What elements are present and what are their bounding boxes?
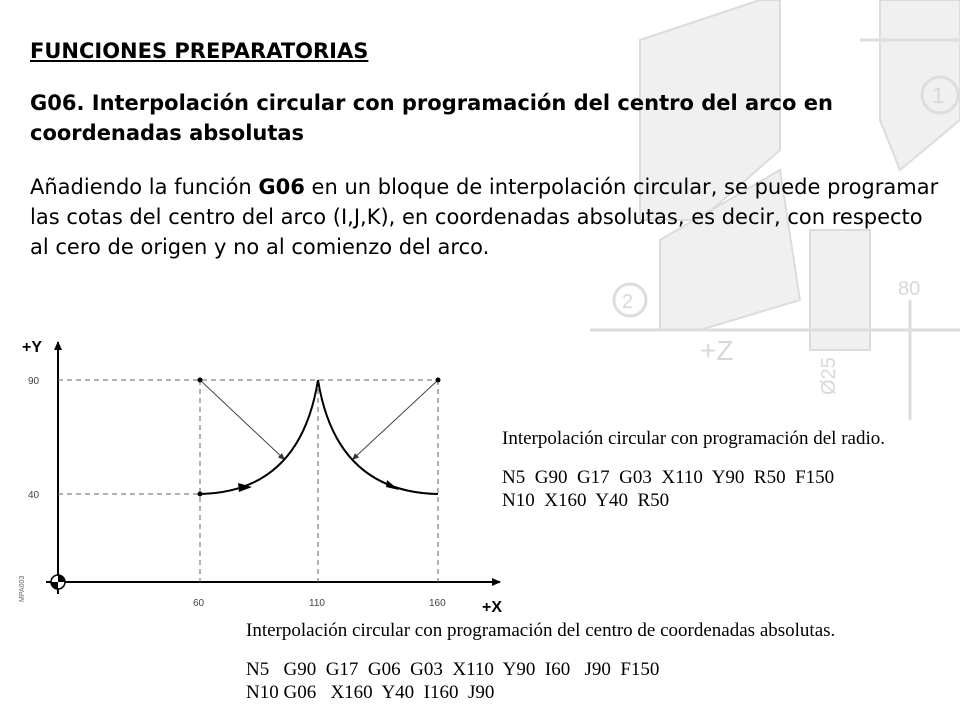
paragraph-after: en un bloque de interpolación circular, se puede programar las cotas del centro del arco (I,J,K), en coordenadas absolutas, es decir, con respecto al cero de origen y no al comienzo del arco. (30, 175, 939, 259)
section-title: FUNCIONES PREPARATORIAS (30, 39, 369, 63)
arc-2-direction-arrow (386, 480, 399, 490)
program-radius-line-2: N10 X160 Y40 R50 (502, 490, 670, 511)
paragraph-before: Añadiendo la función (30, 175, 259, 199)
bg-label-025: Ø25 (818, 357, 840, 395)
x-tick-160: 160 (429, 598, 446, 609)
radius-line-1 (200, 380, 285, 460)
radius-line-2 (352, 380, 438, 460)
bg-label-80: 80 (898, 278, 921, 300)
program-absolute-line-1: N5 G90 G17 G06 G03 X110 Y90 I60 J90 F150 (246, 659, 660, 680)
program-absolute (246, 619, 835, 704)
paragraph-code: G06 (258, 175, 305, 199)
program-radius-title: Interpolación circular con programación del radio. (502, 428, 885, 449)
main-text (30, 38, 940, 262)
x-tick-60: 60 (193, 598, 205, 609)
description-paragraph (30, 172, 940, 262)
function-heading: G06. Interpolación circular con programación del centro del arco en coordenadas absolutas (30, 91, 833, 145)
y-axis-label: +Y (22, 339, 43, 356)
point-center-2 (436, 378, 441, 383)
origin-icon (51, 575, 65, 589)
y-tick-90: 90 (28, 376, 40, 387)
x-tick-110: 110 (309, 598, 325, 609)
bg-label-1: 1 (932, 83, 945, 108)
x-axis-label: +X (482, 599, 503, 616)
diagram-code: MPA003 (19, 575, 26, 602)
program-absolute-line-2: N10 G06 X160 Y40 I160 J90 (246, 682, 495, 703)
bg-label-z: +Z (700, 335, 734, 366)
bg-label-2: 2 (622, 291, 634, 313)
program-radius (502, 427, 885, 512)
y-tick-40: 40 (28, 490, 40, 501)
point-start (198, 492, 203, 497)
point-center-1 (198, 378, 203, 383)
program-absolute-title: Interpolación circular con programación del centro de coordenadas absolutas. (246, 620, 836, 641)
program-radius-line-1: N5 G90 G17 G03 X110 Y90 R50 F150 (502, 467, 835, 488)
interpolation-diagram (0, 332, 512, 622)
